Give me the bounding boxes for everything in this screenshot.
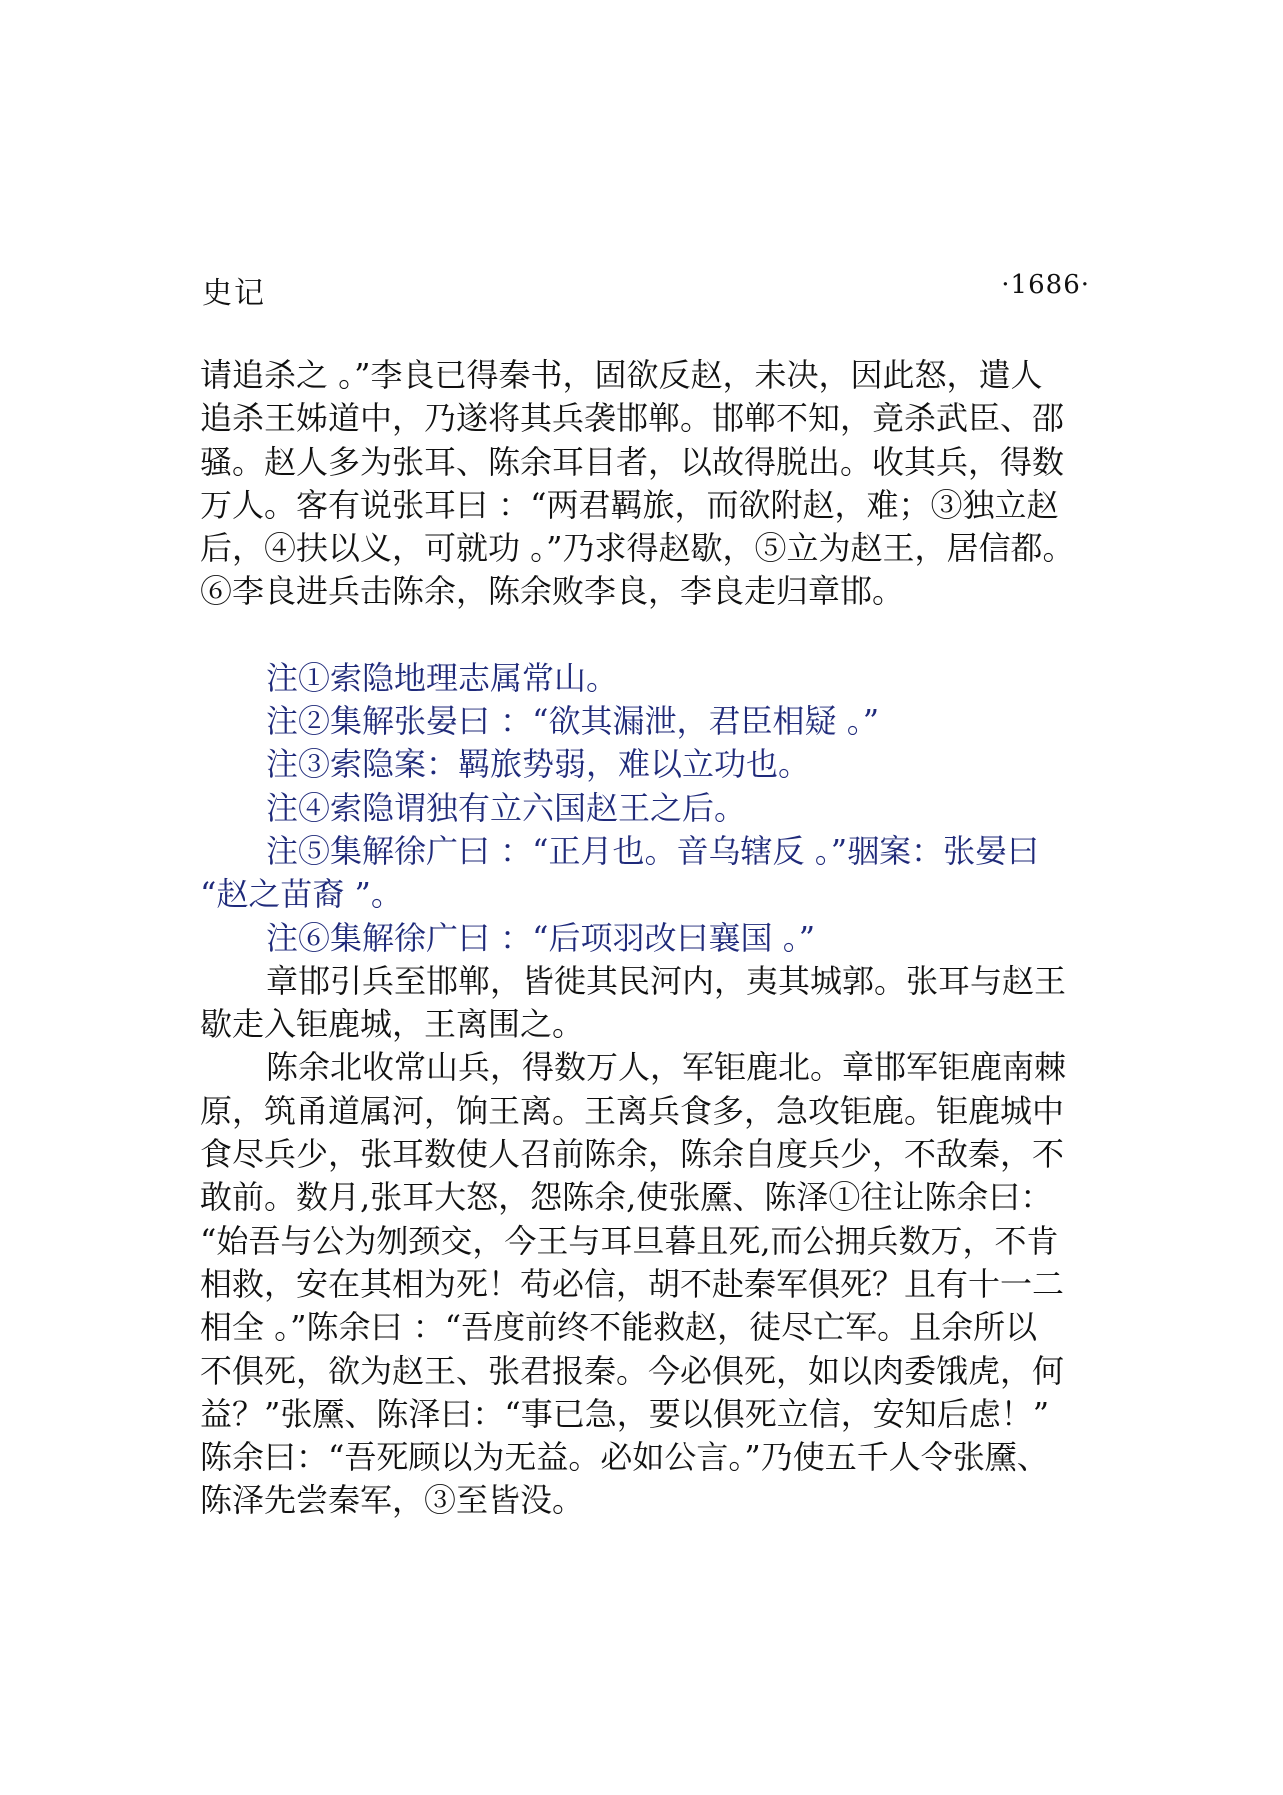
text-body [200, 354, 1100, 1523]
annotation-note: 注③索隐案：羁旅势弱，难以立功也。 [266, 745, 811, 784]
book-title: 史记 [202, 276, 266, 311]
annotation-note: 注①索隐地理志属常山。 [266, 658, 619, 697]
page-number: ·1686· [1001, 270, 1090, 300]
text-line: ⑥李良进兵击陈余，陈余败李良，李良走归章邯。 [200, 572, 905, 611]
paragraph-gap [200, 614, 1100, 657]
paragraph: 陈余北收常山兵，得数万人，军钜鹿北。章邯军钜鹿南棘 原，筑甬道属河，饷王离。王离兵食多，急攻钜鹿。钜鹿城中 食尽兵少，张耳数使人召前陈余，陈余自度兵少，不敌秦，不 敢前。数月,张耳大怒，怨陈余,使张黡、陈泽①往让陈余曰： “始吾与公为刎颈交，今王与耳旦暮且死,而公拥兵数万，不肯 相救，安在其相为死！苟必信，胡不赴秦军俱死？且有十一二 相全 。”陈余曰 ：“吾度前终不能救赵，徒尽亡军。且余所以 不俱死，欲为赵王、张君报秦。今必俱死，如以肉委饿虎，何 益？”张黡、陈泽曰：“事已急，要以俱死立信，安知后虑！” 陈余曰：“吾死顾以为无益。必如公言。”乃使五千人令张黡、 陈泽先尝秦军，③至皆没。 [200, 1048, 1067, 1520]
paragraph: 章邯引兵至邯郸，皆徙其民河内，夷其城郭。张耳与赵王 歇走入钜鹿城，王离围之。 [200, 961, 1067, 1044]
text-line: 后，④扶以义，可就功 。”乃求得赵歇，⑤立为赵王，居信都。 [200, 529, 1075, 568]
text-line: 请追杀之 。”李良已得秦书，固欲反赵，未决，因此怒，遣人 [200, 356, 1043, 394]
annotation-note: 注⑥集解徐广曰 ：“后项羽改曰襄国 。” [266, 918, 816, 957]
annotation-note: 注⑤集解徐广曰 ：“正月也。音乌辖反 。”骃案：张晏曰 “赵之苗裔 ”。 [200, 831, 1040, 914]
annotation-note: 注④索隐谓独有立六国赵王之后。 [266, 788, 747, 827]
text-line: 追杀王姊道中，乃遂将其兵袭邯郸。邯郸不知，竟杀武臣、邵 [200, 399, 1065, 438]
annotation-note: 注②集解张晏曰 ：“欲其漏泄，君臣相疑 。” [266, 702, 880, 741]
text-line: 万人。客有说张耳曰 ：“两君羁旅，而欲附赵，难；③独立赵 [200, 485, 1059, 524]
page-header [202, 268, 1090, 311]
text-line: 骚。赵人多为张耳、陈余耳目者，以故得脱出。收其兵，得数 [200, 442, 1065, 481]
